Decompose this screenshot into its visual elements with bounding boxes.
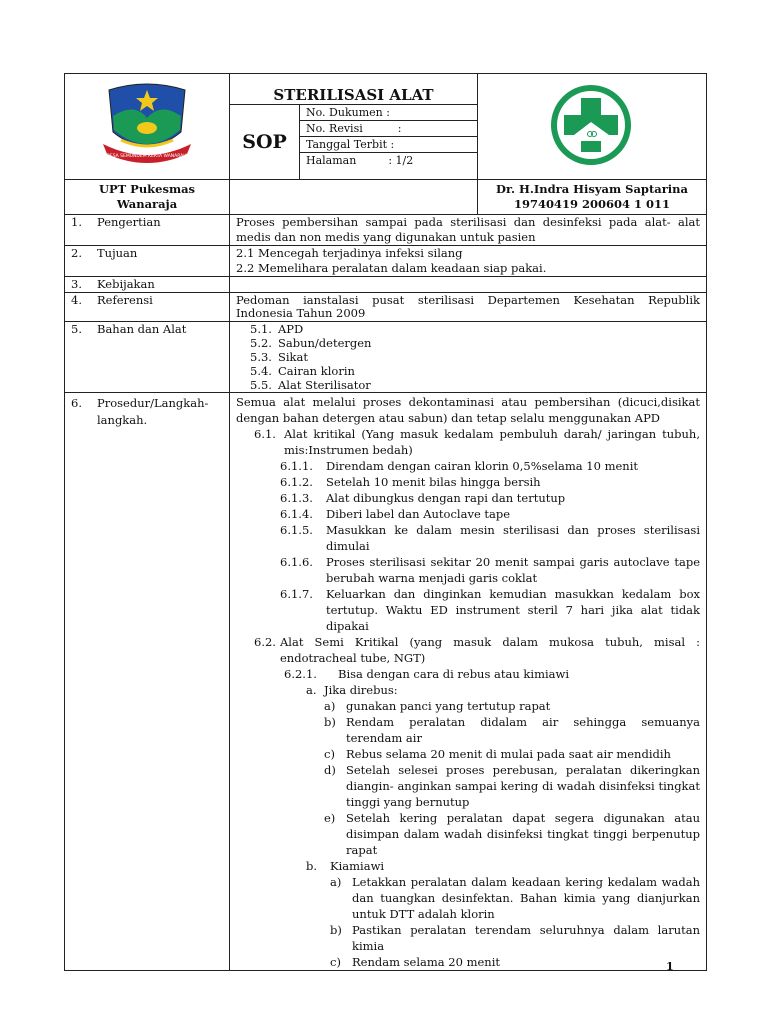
section-title: Pengertian [97,215,161,229]
section-label [65,293,230,322]
list-item [280,506,700,522]
item-text: Diberi label dan Autoclave tape [326,507,511,521]
item-text: Rendam peralatan didalam air sehingga semuanya terendam air [346,715,700,745]
section-label [65,393,230,971]
sop-document [64,73,706,971]
section-title: Bahan dan Alat [97,322,187,336]
item-text: Proses sterilisasi sekitar 20 menit sampai garis autoclave tape berubah warna menjadi garis coklat [326,555,700,585]
unit-line-2: Wanaraja [116,197,178,211]
sop-label: SOP [230,105,300,180]
section-pengertian [65,215,707,246]
list-item [250,350,700,364]
item-text: Letakkan peralatan dalam keadaan kering kedalam wadah dan tuangkan desinfektan. Bahan kimia yang dianjurkan untuk DTT adalah klorin [352,875,700,921]
prosedur-intro: Semua alat melalui proses dekontaminasi atau pembersihan (dicuci,disikat dengan bahan detergen atau sabun) dan tetap selalu menggunakan APD [236,395,700,425]
section-title-line-1: Prosedur/Langkah- [97,396,209,410]
step-6-2 [236,634,700,666]
list-item [324,810,700,858]
unit-name-cell [65,180,230,215]
item-number: c) [330,955,341,969]
sop-table [64,73,707,971]
section-label [65,322,230,393]
item-number: 5.5. [250,378,272,392]
page-value: : 1/2 [388,154,414,167]
item-text: APD [278,322,304,336]
item-number: b) [324,715,336,729]
section-number: 4. [71,293,82,307]
section-kebijakan [65,277,707,293]
section-title: Kebijakan [97,277,155,291]
section-title-line-2: langkah. [97,413,148,427]
list-item [280,522,700,554]
section-number: 1. [71,215,82,229]
item-text: Cairan klorin [278,364,355,378]
item-text: Bisa dengan cara di rebus atau kimiawi [338,667,570,681]
list-item [250,378,700,392]
list-item [324,714,700,746]
section-number: 6. [71,396,82,410]
item-text: Kiamiawi [330,859,385,873]
item-number: a) [330,875,342,889]
signer-nip: 19740419 200604 1 011 [513,197,671,211]
signer-cell [478,180,707,215]
item-number: 5.1. [250,322,272,336]
item-text: Sikat [278,350,309,364]
item-number: 6.1.6. [280,555,313,569]
section-text [230,393,707,971]
section-text: Proses pembersihan sampai pada sterilisasi dan desinfeksi pada alat- alat medis dan non medis yang digunakan untuk pasien [230,215,707,246]
list-item [280,554,700,586]
chemical-list [236,874,700,970]
blank-cell [230,180,478,215]
list-item [280,490,700,506]
section-title: Referensi [97,293,153,307]
revision-label: No. Revisi [306,122,363,135]
item-text: Alat Sterilisator [278,378,371,392]
list-item [324,698,700,714]
list-item [330,922,700,954]
item-number: 5.3. [250,350,272,364]
item-number: b) [330,923,342,937]
step-6-1 [236,426,700,458]
section-text: Pedoman ianstalasi pusat sterilisasi Departemen Kesehatan Republik Indonesia Tahun 2009 [230,293,707,322]
signer-name: Dr. H.Indra Hisyam Saptarina [496,182,688,196]
logo-banner-text: DESA SEMUNDEM KERTA WANARAJA [106,154,188,159]
tujuan-line-1: 2.1 Mencegah terjadinya infeksi silang [236,246,463,260]
item-number: a. [306,683,317,697]
list-item [330,874,700,922]
page-number: 1 [666,960,674,973]
item-number: 6.2. [254,635,276,649]
section-number: 3. [71,277,82,291]
item-text: Masukkan ke dalam mesin sterilisasi dan proses sterilisasi dimulai [326,523,700,553]
item-number: d) [324,763,336,777]
section-text [230,277,707,293]
unit-line-1: UPT Pukesmas [98,182,196,196]
item-text: Direndam dengan cairan klorin 0,5%selama 10 menit [326,459,639,473]
health-logo-cell [478,74,707,180]
list-item [280,586,700,634]
regional-logo-cell [65,74,230,180]
item-number: 5.2. [250,336,272,350]
section-tujuan [65,246,707,277]
item-number: b. [306,859,318,873]
list-item [324,762,700,810]
item-number: a) [324,699,336,713]
list-item [324,746,700,762]
list-item [250,364,700,378]
item-text: Pastikan peralatan terendam seluruhnya dalam larutan kimia [352,923,700,953]
item-text: Rendam selama 20 menit [352,955,501,969]
document-title: STERILISASI ALAT [230,74,478,105]
health-cross-icon [478,74,707,179]
item-number: 6.2.1. [284,667,317,681]
method-chemical [236,858,700,874]
item-number: c) [324,747,335,761]
page-label: Halaman [306,154,357,167]
item-number: 5.4. [250,364,272,378]
regional-emblem-icon [65,74,230,179]
section-prosedur [65,393,707,971]
item-number: 6.1.3. [280,491,313,505]
item-number: 6.1. [254,427,276,441]
item-text: Setelah kering peralatan dapat segera digunakan atau disimpan dalam wadah disinfeksi tingkat tinggi berpenutup rapat [346,811,700,857]
section-referensi [65,293,707,322]
item-text: Alat kritikal (Yang masuk kedalam pembuluh darah/ jaringan tubuh, mis:Instrumen bedah) [284,427,700,457]
list-item [280,458,700,474]
method-boiling [236,682,700,698]
item-number: 6.1.4. [280,507,313,521]
page-row [300,153,477,168]
tujuan-line-2: 2.2 Memelihara peralatan dalam keadaan siap pakai. [236,261,547,275]
item-text: Keluarkan dan dinginkan kemudian masukkan kedalam box tertutup. Waktu ED instrument steril 7 hari jika alat tidak dipakai [326,587,700,633]
section-label [65,215,230,246]
list-item [330,954,700,970]
section-number: 5. [71,322,82,336]
section-text [230,246,707,277]
item-text: Setelah 10 menit bilas hingga bersih [326,475,541,489]
item-number: 6.1.7. [280,587,313,601]
list-item [280,474,700,490]
revision-row [300,121,477,137]
item-number: 6.1.2. [280,475,313,489]
item-text: Rebus selama 20 menit di mulai pada saat air mendidih [346,747,671,761]
item-number: 6.1.1. [280,459,313,473]
issue-date: Tanggal Terbit : [300,137,477,153]
section-label [65,246,230,277]
step-6-2-1 [236,666,700,682]
item-text: Sabun/detergen [278,336,372,350]
step-6-1-list [236,458,700,634]
section-title: Tujuan [97,246,138,260]
section-number: 2. [71,246,82,260]
item-number: e) [324,811,336,825]
item-text: Alat Semi Kritikal (yang masuk dalam mukosa tubuh, misal : endotracheal tube, NGT) [280,635,700,665]
list-item [250,336,700,350]
list-item [250,322,700,336]
section-bahan-alat [65,322,707,393]
section-text [230,322,707,393]
item-text: gunakan panci yang tertutup rapat [346,699,551,713]
item-number: 6.1.5. [280,523,313,537]
section-label [65,277,230,293]
revision-colon: : [397,122,402,135]
document-meta-cell [300,105,478,180]
item-text: Alat dibungkus dengan rapi dan tertutup [326,491,566,505]
item-text: Setelah selesei proses perebusan, peralatan dikeringkan diangin- anginkan sampai kering di wadah disinfeksi tingkat tinggi yang bernutup [346,763,700,809]
boiling-list [236,698,700,858]
item-text: Jika direbus: [324,683,398,697]
doc-number: No. Dukumen : [300,105,477,121]
